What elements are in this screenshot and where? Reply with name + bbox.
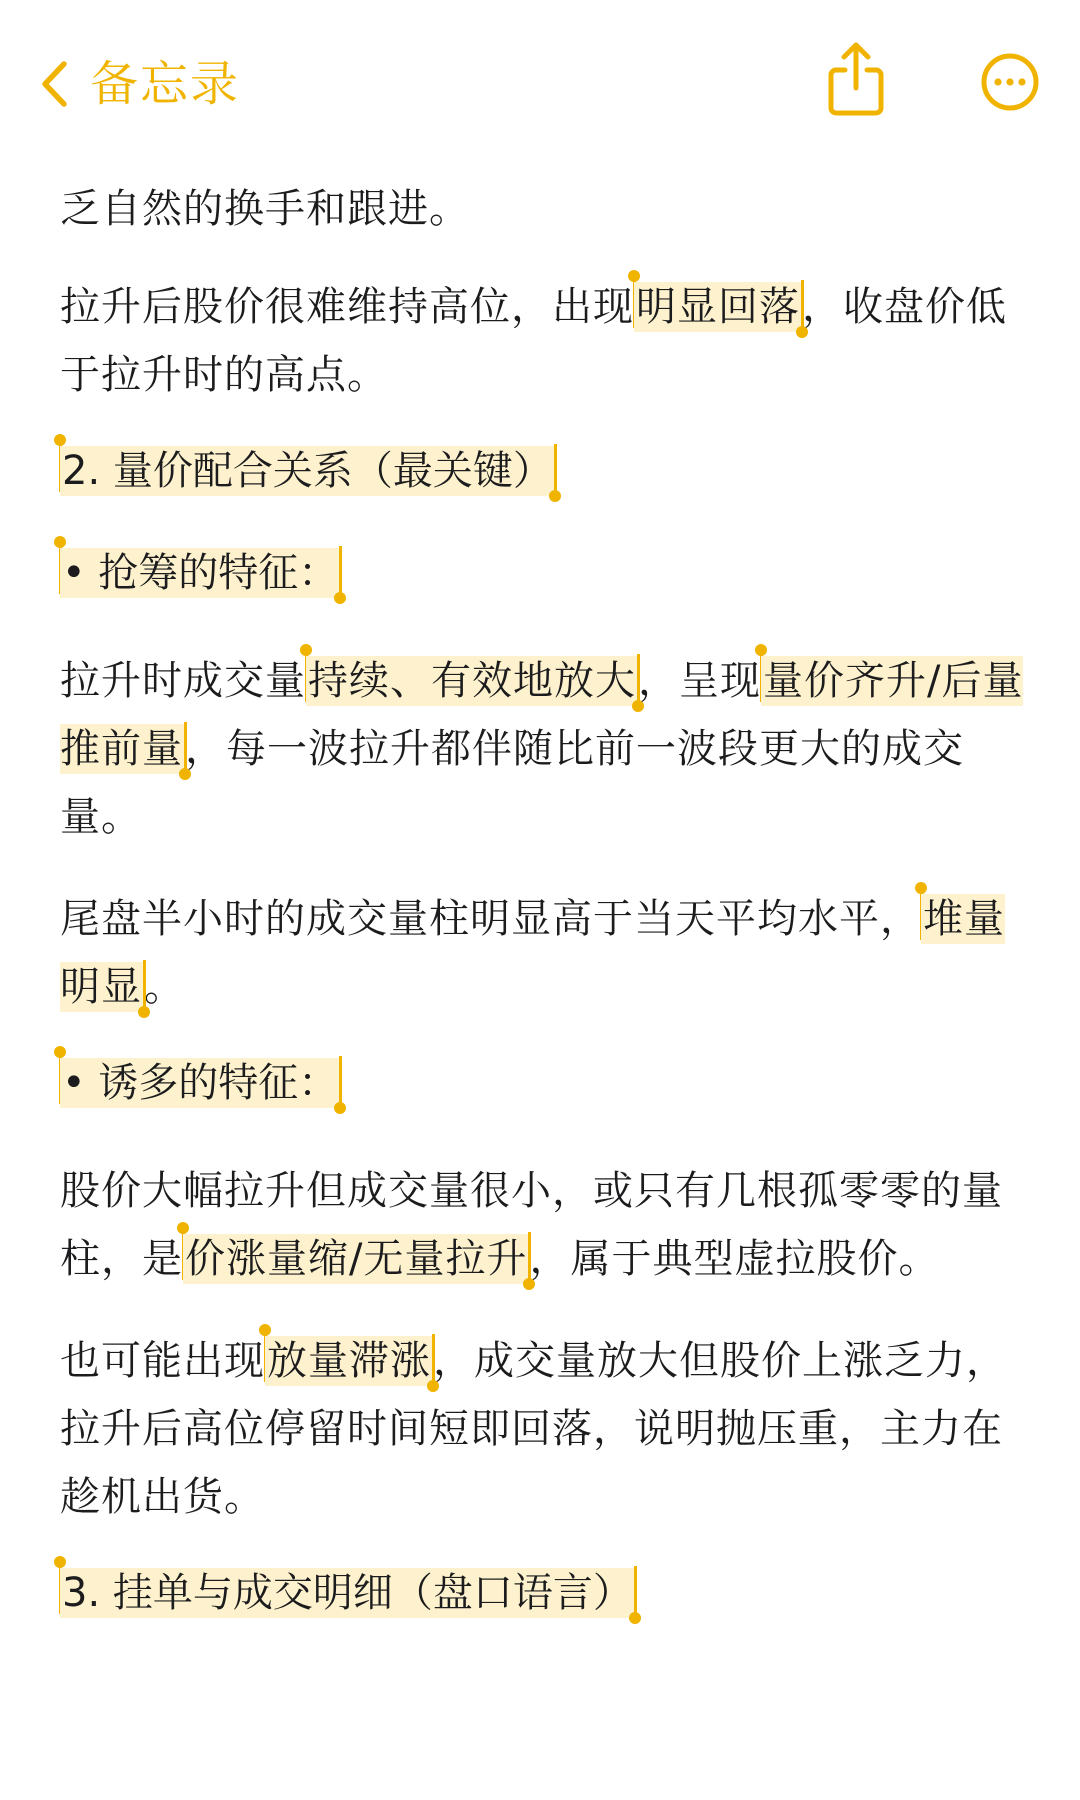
text: 股价大幅拉升但成交量很小，或只有几根孤零零的量柱，是 xyxy=(60,1168,1003,1282)
text: 乏自然的换手和跟进。 xyxy=(60,186,470,232)
highlighted-text: 2. 量价配合关系（最关键） xyxy=(62,448,553,494)
text: 拉升后股价很难维持高位，出现 xyxy=(60,284,634,330)
share-icon xyxy=(826,40,886,116)
text: ，收盘价低于拉升时的高点。 xyxy=(60,284,1007,398)
paragraph xyxy=(60,1327,1030,1531)
text: 拉升时成交量 xyxy=(60,658,306,704)
highlighted-text: 3. 挂单与成交明细（盘口语言） xyxy=(62,1570,633,1616)
share-button[interactable] xyxy=(826,40,886,116)
highlighted-text: • 抢筹的特征： xyxy=(62,550,339,596)
highlighted-text: 价涨量缩/无量拉升 xyxy=(185,1236,528,1282)
bullet-heading xyxy=(60,545,1030,601)
highlighted-text: 明显回落 xyxy=(636,284,800,330)
highlighted-text: 持续、有效地放大 xyxy=(308,658,636,704)
text: ，成交量放大但股价上涨乏力，拉升后高位停留时间短即回落，说明抛压重，主力在趁机出货。 xyxy=(60,1338,1007,1520)
paragraph xyxy=(60,273,1030,409)
back-button[interactable] xyxy=(40,52,240,116)
section-heading xyxy=(60,443,1030,499)
highlighted-text: 放量滞涨 xyxy=(267,1338,431,1384)
navigation-bar xyxy=(0,0,1080,150)
paragraph xyxy=(60,175,1030,243)
more-button[interactable] xyxy=(980,52,1040,112)
text: 。 xyxy=(144,964,185,1010)
text: ，属于典型虚拉股价。 xyxy=(529,1236,940,1282)
paragraph xyxy=(60,1157,1030,1293)
chevron-left-icon xyxy=(40,60,68,108)
back-label: 备忘录 xyxy=(90,56,241,112)
text: 尾盘半小时的成交量柱明显高于当天平均水平， xyxy=(60,896,921,942)
text: 也可能出现 xyxy=(60,1338,265,1384)
note-body[interactable] xyxy=(60,175,1030,1667)
text: ，呈现 xyxy=(638,658,761,704)
paragraph xyxy=(60,647,1030,851)
bullet-heading xyxy=(60,1055,1030,1111)
ellipsis-circle-icon xyxy=(980,52,1040,112)
paragraph xyxy=(60,885,1030,1021)
highlighted-text: 量价齐升/后量推前量 xyxy=(60,658,1024,772)
text: ，每一波拉升都伴随比前一波段更大的成交量。 xyxy=(60,726,964,840)
highlighted-text: • 诱多的特征： xyxy=(62,1060,339,1106)
highlighted-text: 堆量明显 xyxy=(60,896,1005,1010)
section-heading xyxy=(60,1565,1030,1621)
